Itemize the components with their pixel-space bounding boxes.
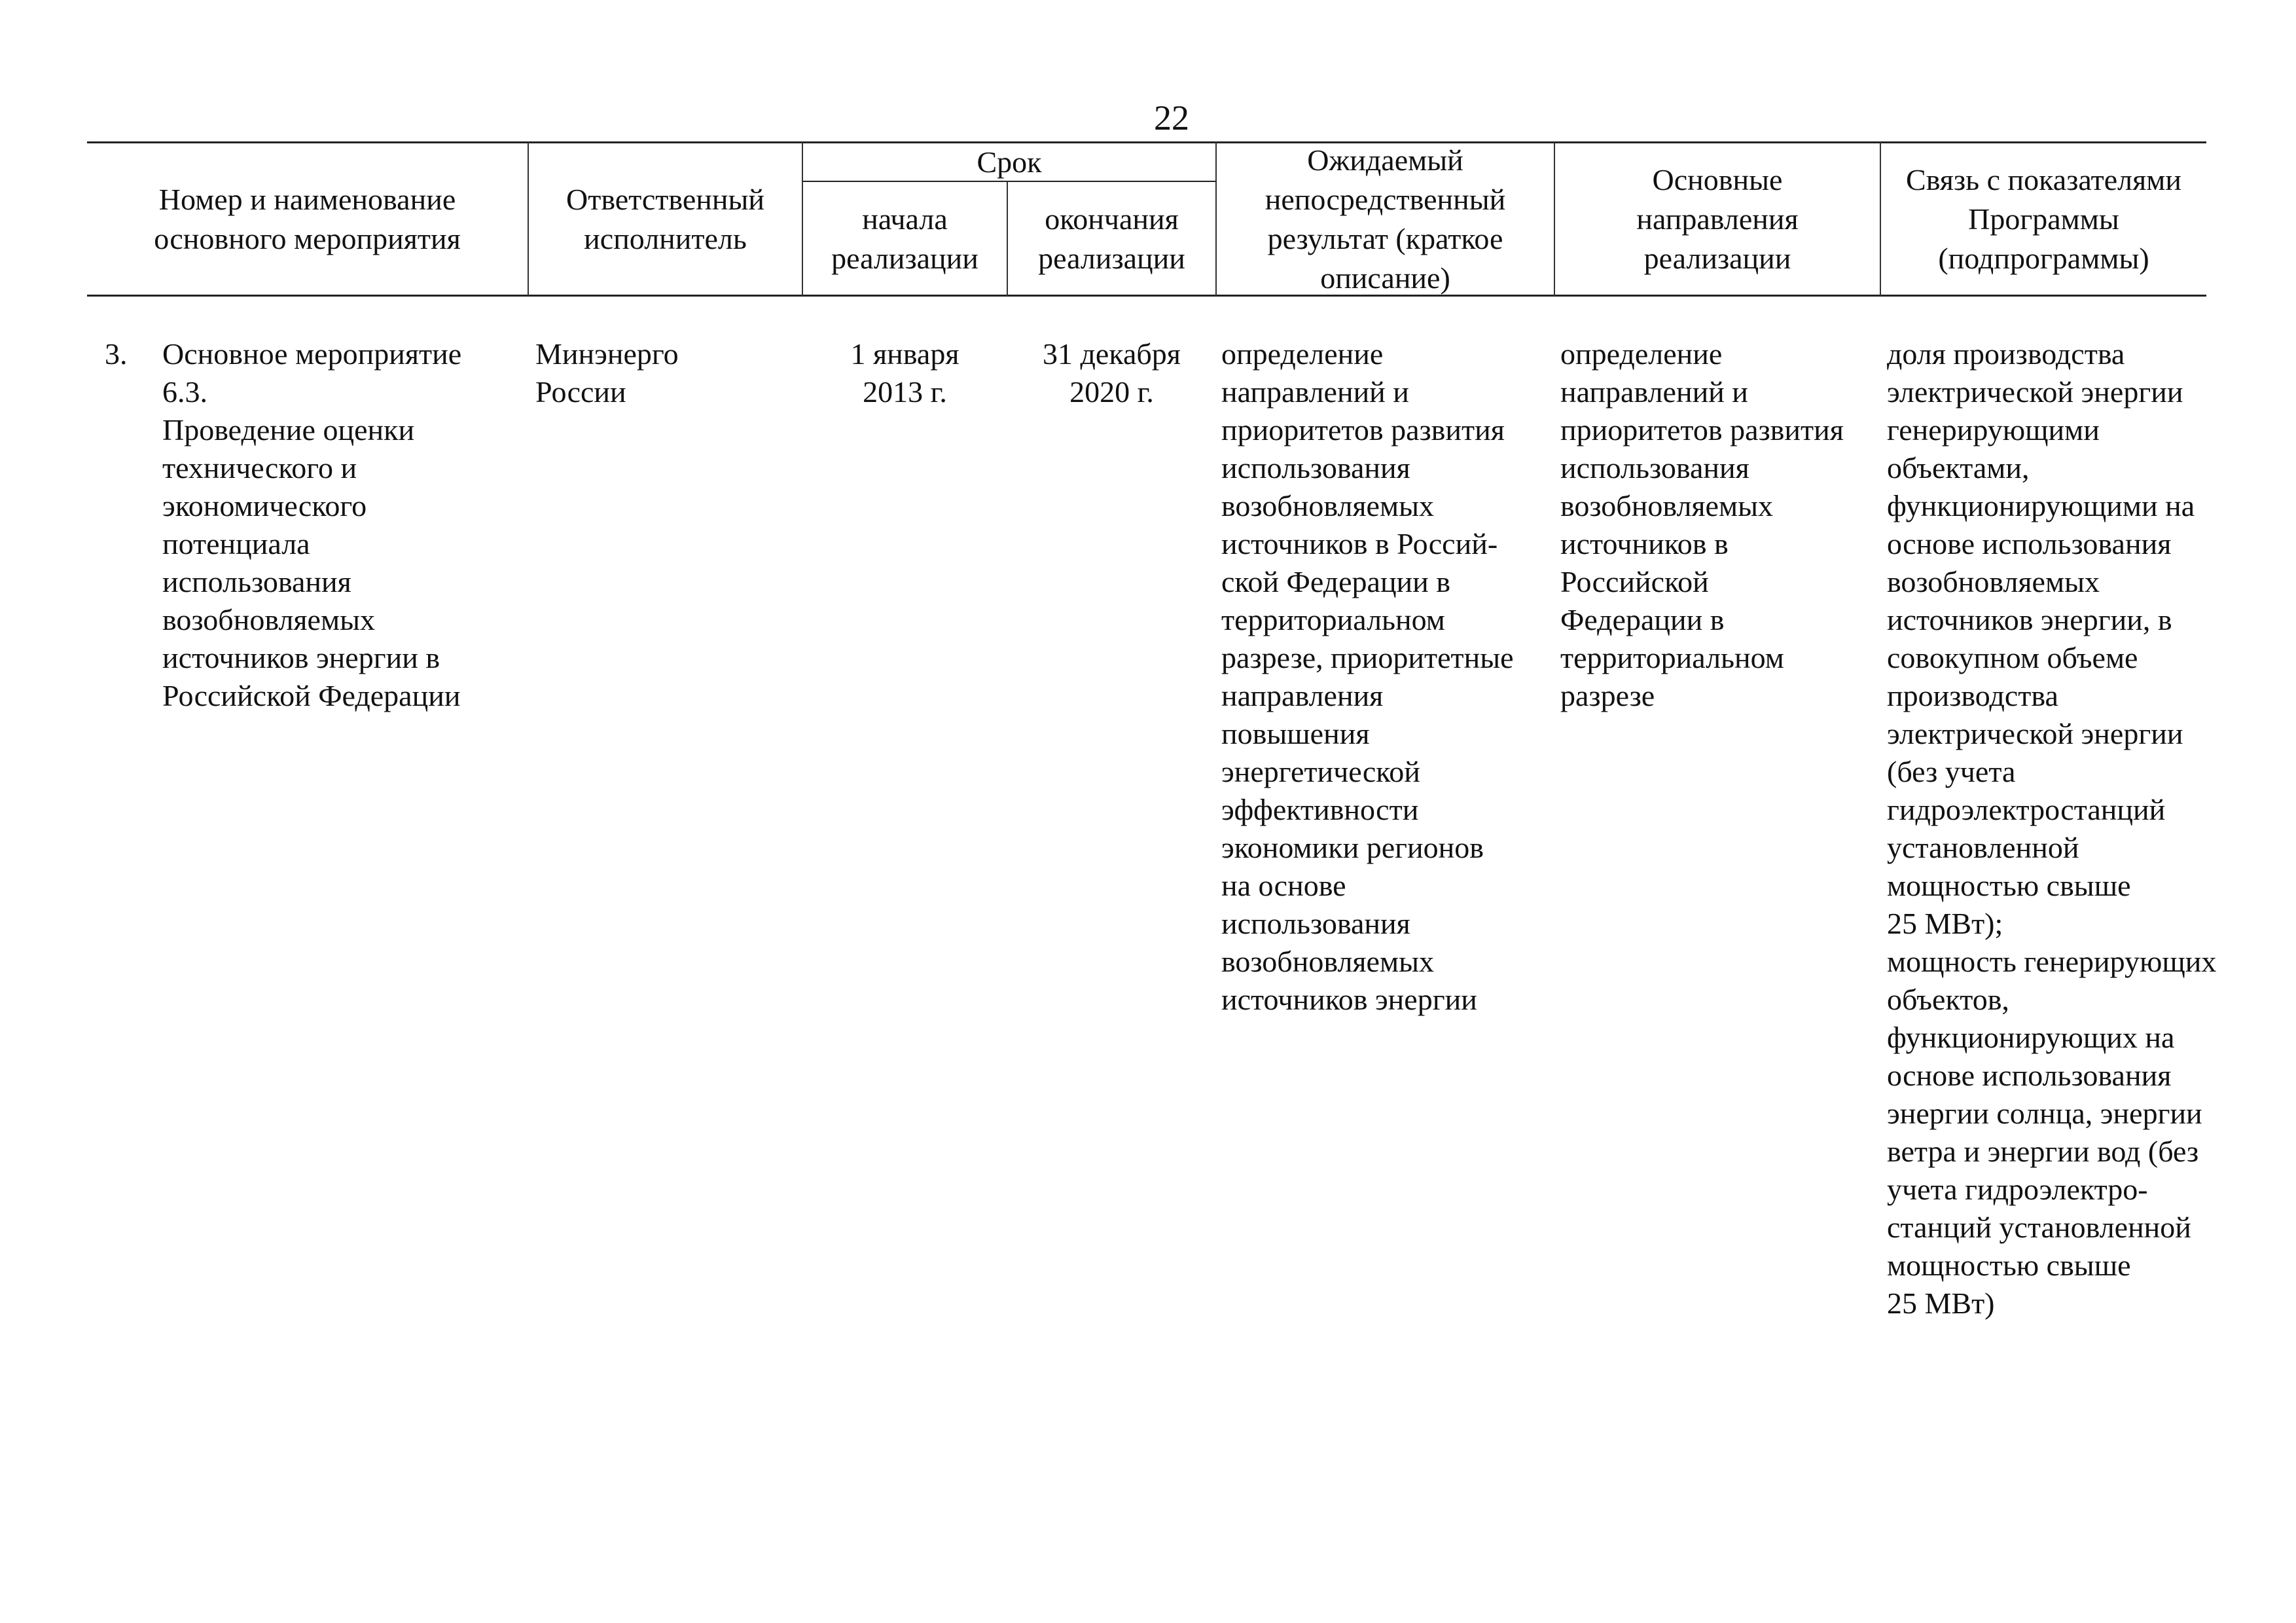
header-expected-result: Ожидаемый непосредственный результат (краткое описание) <box>1265 143 1506 295</box>
row-end: 31 декабря 2020 г. <box>1043 337 1181 409</box>
row-link: доля производства электрической энергии генерирующими объектами, функционирующими на основе использования возобновляемых источников энергии, в совокупном объеме производства электрической энергии (без учета гидроэлектростанций установленной мощностью свыше 25 МВт); мощность генерирующих объектов, функционирующих на основе использования энергии солнца, энергии ветра и энергии вод (без учета гидроэлектро- станций установленной мощностью свыше 25 МВт) <box>1887 337 2217 1320</box>
header-bottom-rule <box>87 295 2206 297</box>
row-start: 1 января 2013 г. <box>850 337 960 409</box>
row-directions: определение направлений и приоритетов развития использования возобновляемых источников в Российской Федерации в территориальном разрезе <box>1560 337 1844 712</box>
header-term-end: окончания реализации <box>1038 202 1185 275</box>
header-term: Срок <box>977 145 1042 179</box>
row-responsible: Минэнерго России <box>535 337 679 409</box>
header-link: Связь с показателями Программы (подпрограммы) <box>1906 163 2181 275</box>
page-number: 22 <box>1154 98 1189 137</box>
header-number-name: Номер и наименование основного мероприятия <box>154 183 461 255</box>
header-directions: Основные направления реализации <box>1636 163 1799 275</box>
header-responsible: Ответственный исполнитель <box>566 183 764 255</box>
row-number: 3. <box>105 337 128 371</box>
header-term-start: начала реализации <box>831 202 978 275</box>
row-name: Основное мероприятие 6.3. Проведение оценки технического и экономического потенциала использования возобновляемых источников энергии в Российской Федерации <box>162 337 462 712</box>
row-expected-result: определение направлений и приоритетов развития использования возобновляемых источников в Россий- ской Федерации в территориальном разрезе, приоритетные направления повышения энергетической эффективности экономики регионов на основе использования возобновляемых источников энергии <box>1221 337 1514 1016</box>
